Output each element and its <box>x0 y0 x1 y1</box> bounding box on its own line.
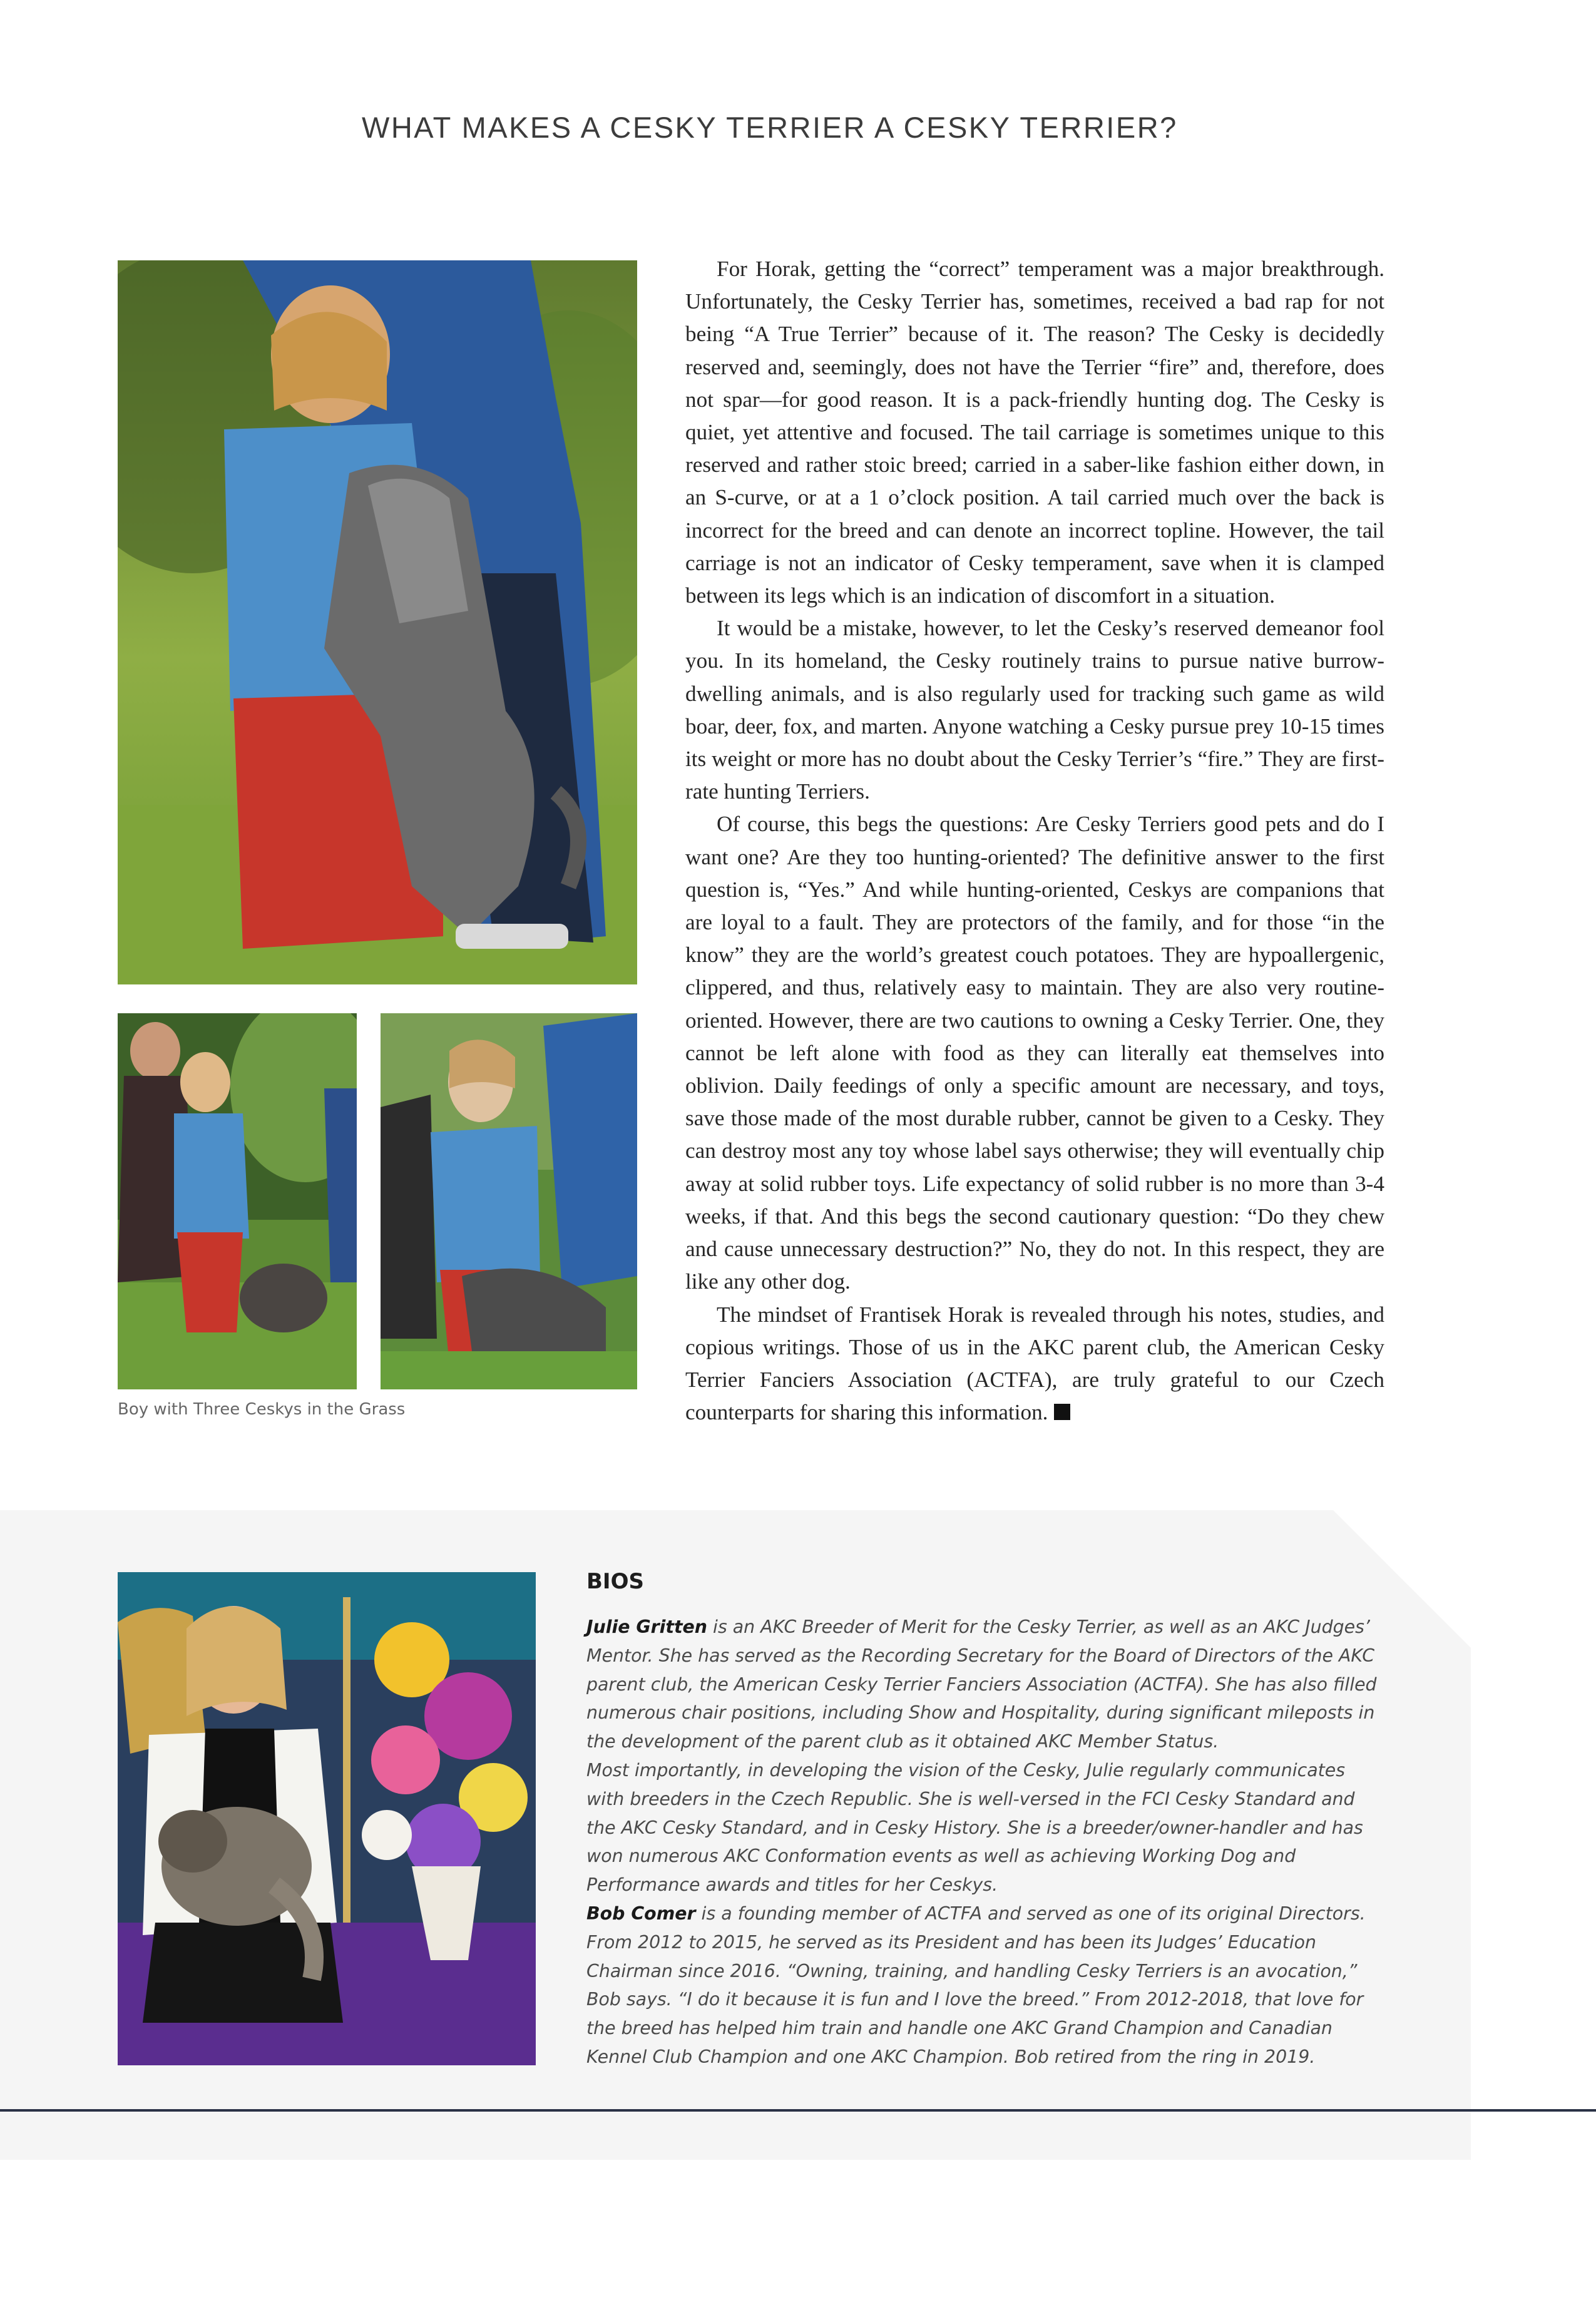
bios-text <box>586 1613 1384 2072</box>
bio-name-julie: Julie Gritten <box>586 1617 708 1637</box>
article-paragraph: Of course, this begs the questions: Are Cesky Terriers good pets and do I want one? Are they too hunting-oriented? The definitive answer to the first question is, “Yes.” And while hunting-oriented, Ceskys are companions that are loyal to a fault. They are protectors of the family, and for those “in the know” they are the world’s greatest couch potatoes. They are hypoallergenic, clippered, and thus, relatively easy to maintain. They are also very routine-oriented. However, there are two cautions to owning a Cesky Terrier. One, they cannot be left alone with food as they can literally eat themselves into oblivion. Daily feedings of only a specific amount are necessary, and toys, save those made of the most durable rubber, cannot be given to a Cesky. They can destroy most any toy whose label says otherwise; they will eventually chip away at solid rubber toys. Life expectancy of solid rubber is no more than 3-4 weeks, if that. And this begs the second cautionary question: “Do they chew and cause unnecessary destruction?” No, they do not. In this respect, they are like any other dog. <box>685 812 1384 1294</box>
bio-photo-julie-gritten <box>118 1572 536 2065</box>
main-photo-boy-with-cesky <box>118 260 637 984</box>
footer-rule <box>0 2109 1596 2112</box>
article-paragraph: For Horak, getting the “correct” temperament was a major breakthrough. Unfortunately, the Cesky Terrier has, sometimes, received a bad rap for not being “A True Terrier” because of it. The reason? The Cesky is decidedly reserved and, seemingly, does not have the Terrier “fire” and, therefore, does not spar—for good reason. It is a pack-friendly hunting dog. The Cesky is quiet, yet attentive and focused. The tail carriage is sometimes unique to this reserved and rather stoic breed; carried in a saber-like fashion either down, in an S-curve, or at a 1 o’clock position. A tail carried much over the back is incorrect for the breed and can denote an incorrect topline. However, the tail carriage is not an indicator of Cesky temperament, save when it is clamped between its legs which is an indication of discomfort in a situation. <box>685 257 1384 608</box>
bio-julie <box>586 1613 1384 1756</box>
end-mark <box>1054 1404 1070 1420</box>
article-paragraph: The mindset of Frantisek Horak is revealed through his notes, studies, and copious writings. Those of us in the AKC parent club, the American Cesky Terrier Fanciers Association (ACTFA), are truly grateful to our Czech counterparts for sharing this information. <box>685 1302 1384 1425</box>
photo-caption: Boy with Three Ceskys in the Grass <box>118 1400 406 1419</box>
article-body <box>685 253 1384 1429</box>
bio-text-julie: is an AKC Breeder of Merit for the Cesky Terrier, as well as an AKC Judges’ Mentor. She has served as the Recording Secretary for the Board of Directors of the AKC parent club, the American Cesky Terrier Fanciers Association (ACTFA). She has also filled numerous chair positions, including Show and Hospitality, during significant mileposts in the development of the parent club as it obtained AKC Member Status. <box>586 1617 1377 1752</box>
small-photo-boy-walking-cesky <box>118 1013 357 1389</box>
article-paragraph-final <box>685 1299 1384 1429</box>
bio-julie-continued: Most importantly, in developing the vision of the Cesky, Julie regularly communicates with breeders in the Czech Republic. She is well-versed in the FCI Cesky Standard and the AKC Cesky Standard, and in Cesky History. She is a breeder/owner-handler and has won numerous AKC Conformation events as well as achieving Working Dog and Performance awards and titles for her Ceskys. <box>586 1759 1363 1896</box>
small-photo-boy-with-cesky <box>381 1013 637 1389</box>
bio-text-bob: is a founding member of ACTFA and served as one of its original Directors. From 2012 to 2015, he served as its President and has been its Judges’ Education Chairman since 2016. “Owning, training, and handling Cesky Terriers is an avocation,” Bob says. “I do it because it is fun and I love the breed.” From 2012-2018, that love for the breed has helped him train and handle one AKC Grand Champion and Canadian Kennel Club Champion and one AKC Champion. Bob retired from the ring in 2019. <box>586 1903 1366 2067</box>
bio-name-bob: Bob Comer <box>586 1903 696 1924</box>
page-title: WHAT MAKES A CESKY TERRIER A CESKY TERRIER? <box>362 111 1178 144</box>
article-paragraph: It would be a mistake, however, to let the Cesky’s reserved demeanor fool you. In its homeland, the Cesky routinely trains to pursue native burrow-dwelling animals, and is also regularly used for tracking such game as wild boar, deer, fox, and marten. Anyone watching a Cesky pursue prey 10-15 times its weight or more has no doubt about the Cesky Terrier’s “fire.” They are first-rate hunting Terriers. <box>685 616 1384 804</box>
bio-bob <box>586 1899 1384 2072</box>
bios-heading: BIOS <box>586 1569 644 1594</box>
